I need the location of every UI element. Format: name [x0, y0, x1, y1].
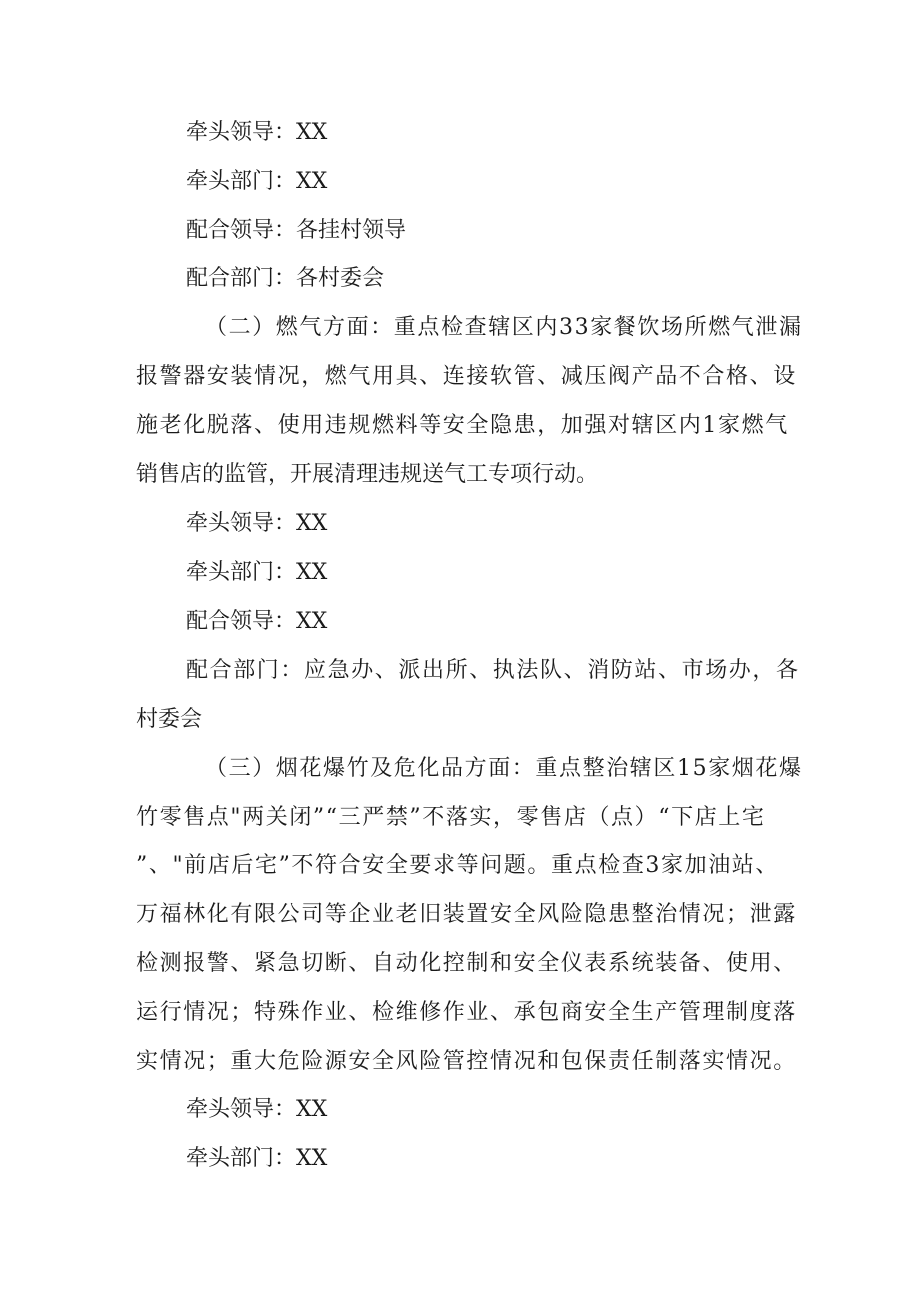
coop-leader-line: 配合领导：XX — [186, 609, 328, 634]
lead-dept-line: 牵头部门：XX — [186, 560, 328, 585]
section2-body-line: 报警器安装情况，燃气用具、连接软管、减压阀产品不合格、设 — [136, 364, 797, 389]
section3-heading-line: （三）烟花爆竹及危化品方面：重点整治辖区15家烟花爆 — [205, 756, 803, 781]
section3-body-line: ”、"前店后宅”不符合安全要求等问题。重点检查3家加油站、 — [136, 853, 780, 878]
coop-dept-line: 配合部门：各村委会 — [186, 266, 385, 291]
lead-leader-line: 牵头领导：XX — [186, 1097, 328, 1122]
section3-body-line: 实情况；重大危险源安全风险管控情况和包保责任制落实情况。 — [136, 1049, 797, 1074]
coop-dept-line: 配合部门：应急办、派出所、执法队、消防站、市场办，各 — [186, 658, 800, 683]
coop-dept-line-continued: 村委会 — [136, 707, 203, 732]
coop-leader-line: 配合领导：各挂村领导 — [186, 218, 407, 243]
section3-body-line: 检测报警、紧急切断、自动化控制和安全仪表系统装备、使用、 — [136, 951, 797, 976]
section3-body-line: 竹零售点"两关闭”“三严禁”不落实，零售店（点）“下店上宅 — [136, 805, 766, 830]
lead-leader-line: 牵头领导：XX — [186, 120, 328, 145]
lead-dept-line: 牵头部门：XX — [186, 169, 328, 194]
lead-leader-line: 牵头领导：XX — [186, 511, 328, 536]
section3-body-line: 万福林化有限公司等企业老旧装置安全风险隐患整治情况；泄露 — [136, 902, 797, 927]
lead-dept-line: 牵头部门：XX — [186, 1146, 328, 1171]
section3-body-line: 运行情况；特殊作业、检维修作业、承包商安全生产管理制度落 — [136, 1000, 797, 1025]
section2-body-line: 销售店的监管，开展清理违规送气工专项行动。 — [136, 462, 599, 487]
section2-heading-line: （二）燃气方面：重点检查辖区内33家餐饮场所燃气泄漏 — [205, 315, 803, 340]
section2-body-line: 施老化脱落、使用违规燃料等安全隐患，加强对辖区内1家燃气 — [136, 413, 789, 438]
